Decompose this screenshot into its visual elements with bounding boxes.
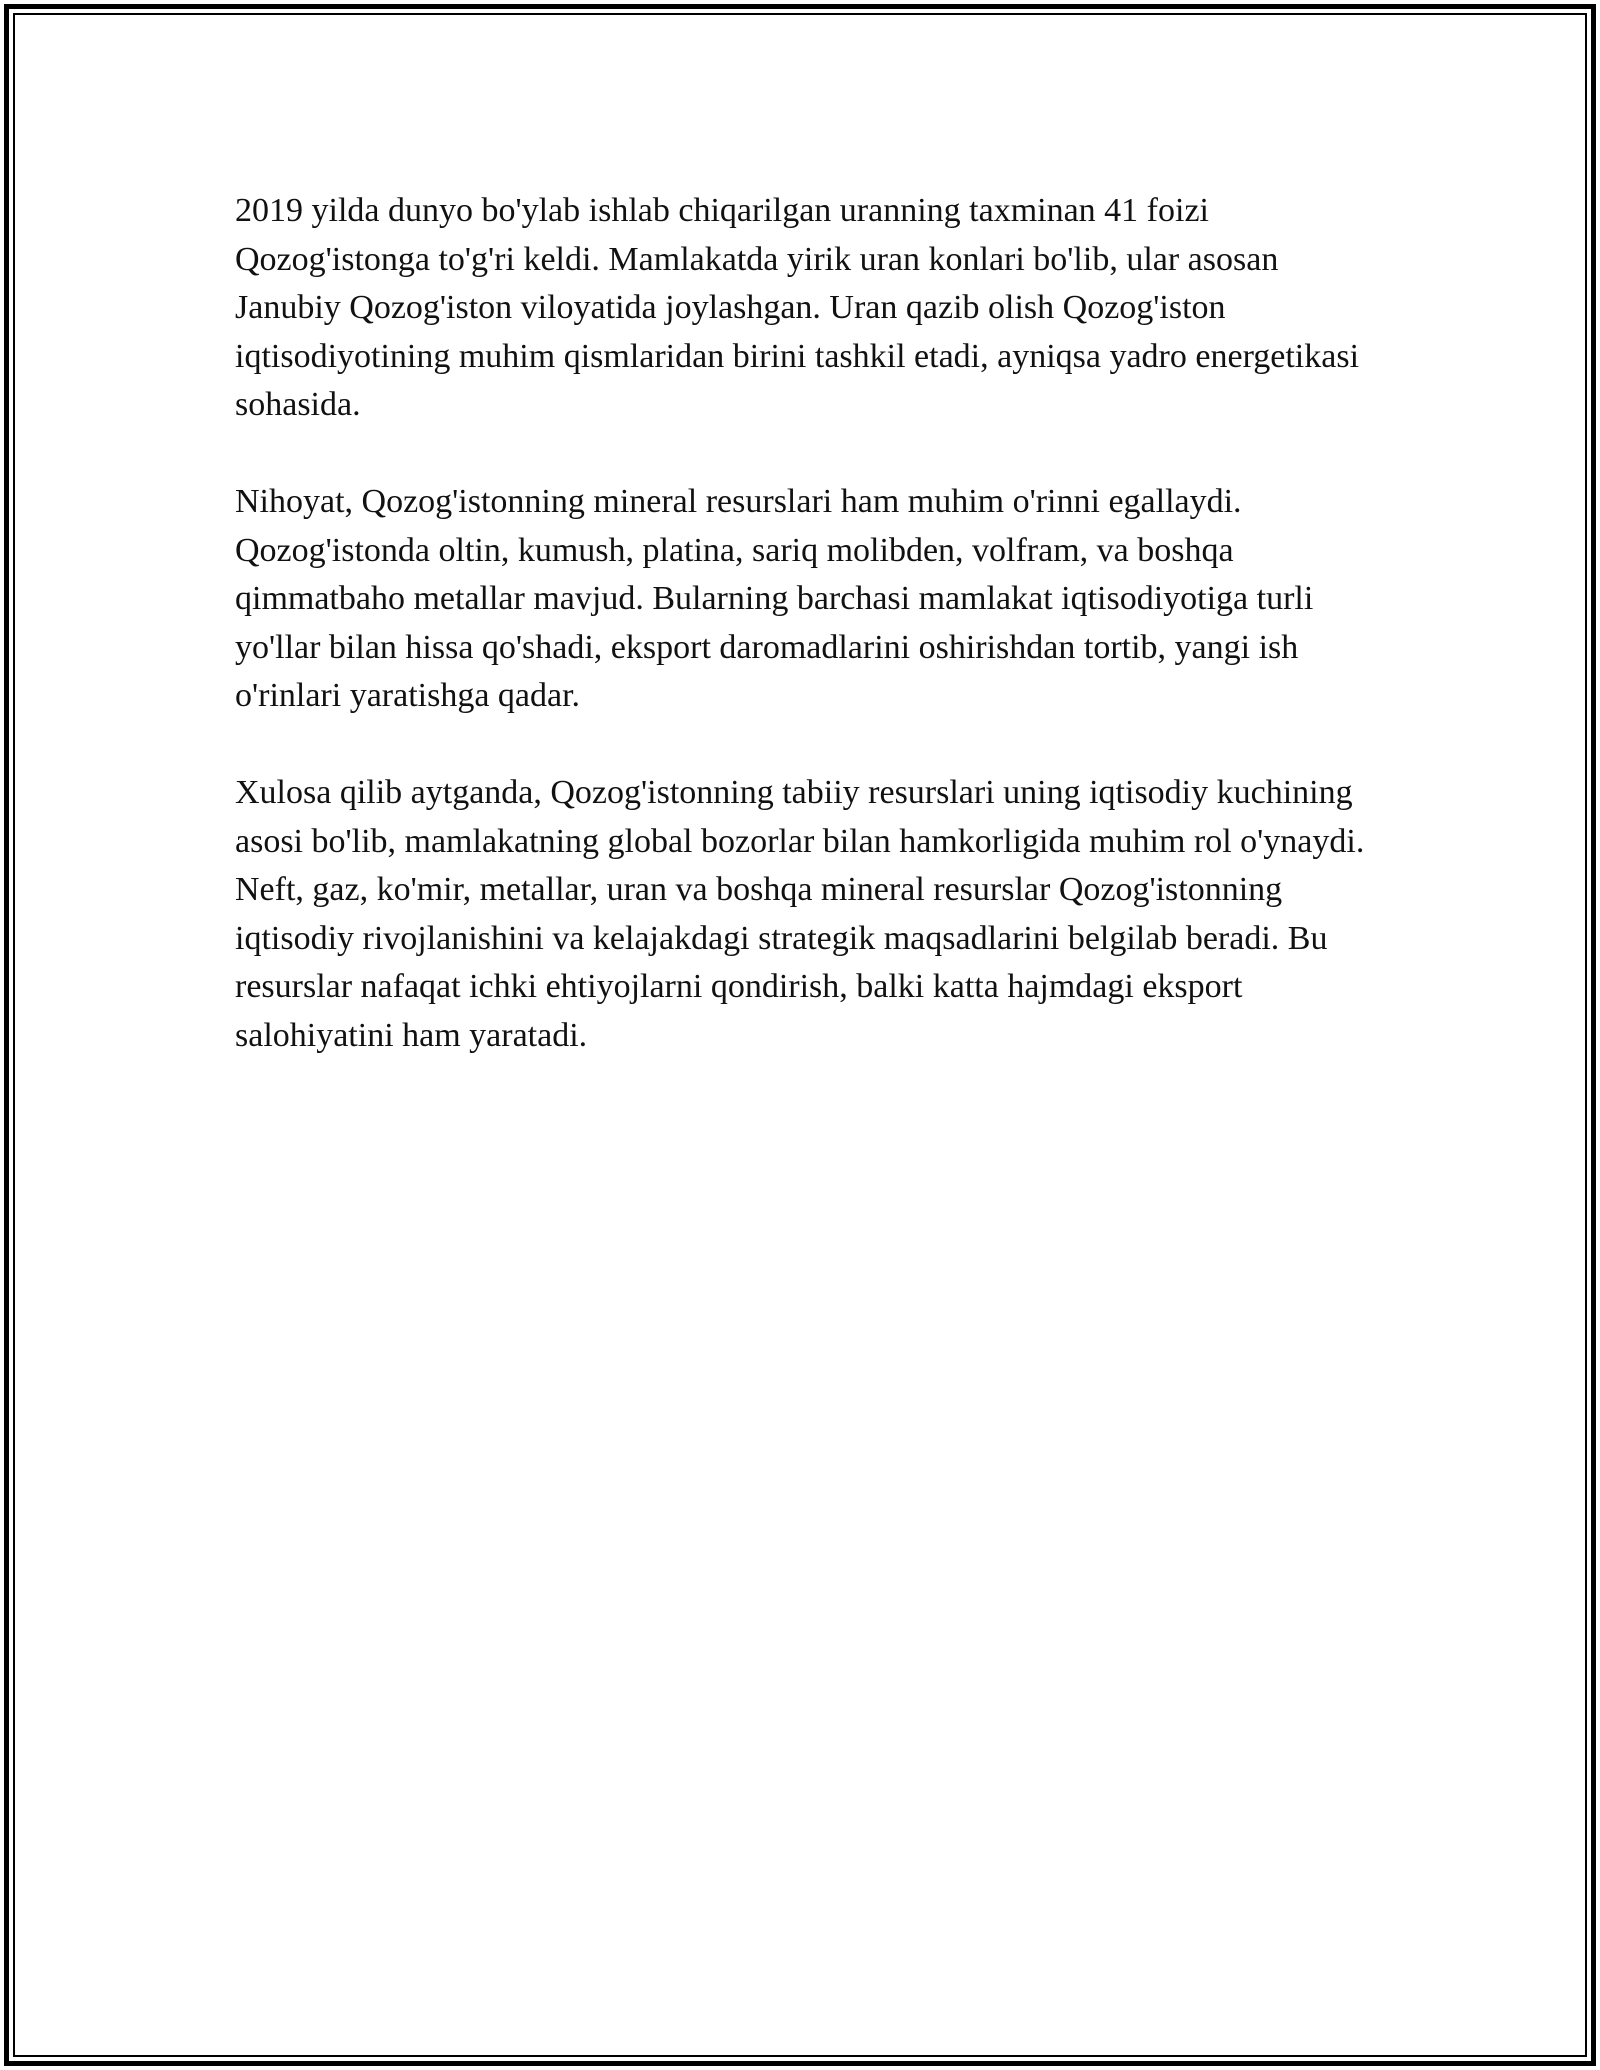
document-body bbox=[235, 187, 1385, 1109]
paragraph-uranium: 2019 yilda dunyo bo'ylab ishlab chiqarilgan uranning taxminan 41 foizi Qozog'istonga to'g'ri keldi. Mamlakatda yirik uran konlari bo'lib, ular asosan Janubiy Qozog'iston viloyatida joylashgan. Uran qazib olish Qozog'iston iqtisodiyotining muhim qismlaridan birini tashkil etadi, ayniqsa yadro energetikasi sohasida. bbox=[235, 192, 1360, 423]
paragraph-conclusion: Xulosa qilib aytganda, Qozog'istonning tabiiy resurslari uning iqtisodiy kuchining asosi bo'lib, mamlakatning global bozorlar bilan hamkorligida muhim rol o'ynaydi. Neft, gaz, ko'mir, metallar, uran va boshqa mineral resurslar Qozog'istonning iqtisodiy rivojlanishini va kelajakdagi strategik maqsadlarini belgilab beradi. Bu resurslar nafaqat ichki ehtiyojlarni qondirish, balki katta hajmdagi eksport salohiyatini ham yaratadi. bbox=[235, 774, 1365, 1054]
paragraph-mineral-resources: Nihoyat, Qozog'istonning mineral resurslari ham muhim o'rinni egallaydi. Qozog'istonda oltin, kumush, platina, sariq molibden, volfram, va boshqa qimmatbaho metallar mavjud. Bularning barchasi mamlakat iqtisodiyotiga turli yo'llar bilan hissa qo'shadi, eksport daromadlarini oshirishdan tortib, yangi ish o'rinlari yaratishga qadar. bbox=[235, 483, 1314, 714]
